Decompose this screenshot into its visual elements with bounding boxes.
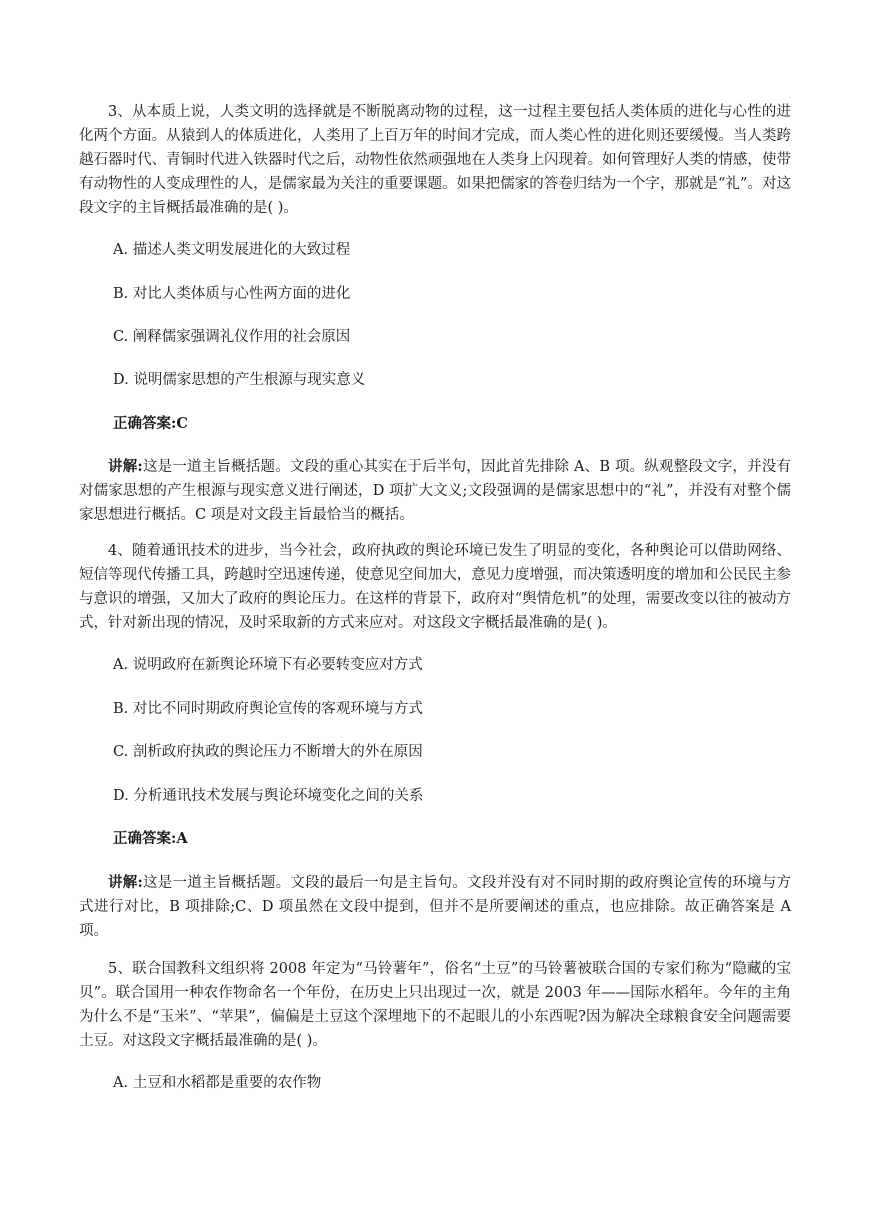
question-4-option-b: B. 对比不同时期政府舆论宣传的客观环境与方式: [113, 701, 423, 717]
question-3-option-c: C. 阐释儒家强调礼仪作用的社会原因: [113, 329, 351, 345]
question-4-option-d: D. 分析通讯技术发展与舆论环境变化之间的关系: [113, 788, 424, 804]
question-4-answer: 正确答案:A: [113, 830, 188, 847]
explanation-label: 讲解:: [108, 458, 143, 475]
question-3-option-b: B. 对比人类体质与心性两方面的进化: [113, 286, 351, 302]
question-4-option-c: C. 剖析政府执政的舆论压力不断增大的外在原因: [113, 744, 423, 760]
question-5-stem: 5、联合国教科文组织将 2008 年定为“马铃薯年”，俗名“土豆”的马铃薯被联合国的专家们称为“隐藏的宝贝”。联合国用一种农作物命名一个年份，在历史上只出现过一次，就是 2003 年——国际水稻年。今年的主角为什么不是“玉米”、“苹果”，偏偏是土豆这个深埋地下的不起眼儿的小东西呢?因为解决全球粮食安全问题需要土豆。对这段文字概括最准确的是( )。: [79, 961, 791, 1049]
question-3-explanation: [79, 455, 791, 527]
explanation-text: 这是一道主旨概括题。文段的重心其实在于后半句，因此首先排除 A、B 项。纵观整段文字，并没有对儒家思想的产生根源与现实意义进行阐述，D 项扩大文义;文段强调的是儒家思想中的“礼”，并没有对整个儒家思想进行概括。C 项是对文段主旨最恰当的概括。: [79, 459, 791, 523]
question-3-stem: 3、从本质上说，人类文明的选择就是不断脱离动物的过程，这一过程主要包括人类体质的进化与心性的进化两个方面。从猿到人的体质进化，人类用了上百万年的时间才完成，而人类心性的进化则还要缓慢。当人类跨越石器时代、青铜时代进入铁器时代之后，动物性依然顽强地在人类身上闪现着。如何管理好人类的情感，使带有动物性的人变成理性的人，是儒家最为关注的重要课题。如果把儒家的答卷归结为一个字，那就是“礼”。对这段文字的主旨概括最准确的是( )。: [79, 104, 791, 216]
question-4-explanation: [79, 871, 791, 943]
explanation-text: 这是一道主旨概括题。文段的最后一句是主旨句。文段并没有对不同时期的政府舆论宣传的环境与方式进行对比，B 项排除;C、D 项虽然在文段中提到，但并不是所要阐述的重点，也应排除。故正确答案是 A 项。: [79, 875, 792, 939]
question-3-option-d: D. 说明儒家思想的产生根源与现实意义: [113, 372, 366, 388]
question-3-option-a: A. 描述人类文明发展进化的大致过程: [113, 242, 351, 258]
question-5-option-a: A. 土豆和水稻都是重要的农作物: [113, 1075, 322, 1091]
explanation-label: 讲解:: [108, 874, 143, 891]
question-4-option-a: A. 说明政府在新舆论环境下有必要转变应对方式: [113, 657, 423, 673]
question-4-stem: 4、随着通讯技术的进步，当今社会，政府执政的舆论环境已发生了明显的变化，各种舆论可以借助网络、短信等现代传播工具，跨越时空迅速传递，使意见空间加大，意见力度增强，而决策透明度的增加和公民民主参与意识的增强，又加大了政府的舆论压力。在这样的背景下，政府对“舆情危机”的处理，需要改变以往的被动方式，针对新出现的情况，及时采取新的方式来应对。对这段文字概括最准确的是( )。: [79, 543, 791, 631]
question-3-answer: 正确答案:C: [113, 415, 188, 432]
